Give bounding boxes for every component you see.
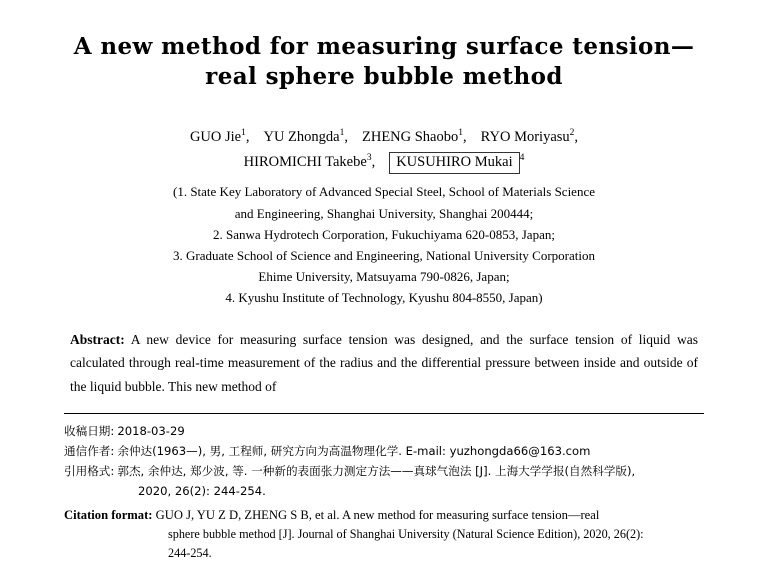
highlighted-author-box: KUSUHIRO Mukai: [389, 152, 519, 174]
corresponding-author-label: 通信作者:: [64, 443, 115, 458]
received-date-value: 2018-03-29: [117, 423, 185, 438]
citation-en-line-3: 244-254.: [168, 545, 212, 560]
author-1-affil-marker: 1: [241, 127, 246, 138]
author-4: RYO Moriyasu$^2$,: [480, 127, 579, 145]
author-3-affil-marker: 1: [458, 127, 463, 138]
citation-en-row: [64, 506, 704, 525]
received-date-row: [64, 422, 704, 441]
citation-en-line-3-row: [64, 544, 704, 563]
affiliation-line-6: 4. Kyushu Institute of Technology, Kyushu 804-8550, Japan): [225, 289, 543, 305]
author-6-affil-marker: 4: [519, 153, 525, 164]
affiliation-line-4: 3. Graduate School of Science and Engineering, National University Corporation: [172, 247, 596, 263]
received-date-label: 收稿日期:: [64, 423, 115, 438]
author-4-affil-marker: 2: [569, 127, 575, 138]
citation-en-line-2-row: [64, 525, 704, 544]
affiliation-line-2: and Engineering, Shanghai University, Shanghai 200444;: [234, 205, 534, 221]
author-list: [64, 125, 704, 176]
title-line-1: A new method for measuring surface tension—: [73, 33, 695, 60]
citation-cn-row: [64, 462, 704, 481]
abstract-label: Abstract:: [70, 331, 125, 347]
author-2-affil-marker: 1: [339, 127, 345, 138]
title-line-2: real sphere bubble method: [205, 63, 563, 91]
citation-cn-line-2: 2020, 26(2): 244-254.: [138, 484, 266, 499]
affiliation-line-1: (1. State Key Laboratory of Advanced Special Steel, School of Materials Science: [172, 184, 595, 200]
citation-cn-label: 引用格式:: [64, 464, 115, 479]
author-2: YU Zhongda$^1$,: [263, 127, 348, 145]
citation-en-line-2: sphere bubble method [J]. Journal of Shanghai University (Natural Science Edition), 2020, 26(2):: [168, 526, 644, 541]
author-3: ZHENG Shaobo$^1$,: [361, 127, 467, 145]
author-5: HIROMICHI Takebe$^3$,: [243, 153, 376, 171]
author-1: GUO Jie$^1$,: [189, 127, 250, 145]
corresponding-author-row: [64, 442, 704, 461]
footnote-divider: [64, 413, 704, 414]
author-6: [389, 154, 524, 170]
citation-en-label: Citation format:: [64, 507, 153, 522]
abstract-text: A new device for measuring surface tension was designed, and the surface tension of liquid was calculated through real-time measurement of the radius and the differential pressure between inside and outside of the liquid bubble. This new method of: [70, 331, 698, 394]
abstract-section: [64, 328, 704, 399]
affiliation-line-3: 2. Sanwa Hydrotech Corporation, Fukuchiyama 620-0853, Japan;: [213, 226, 555, 242]
citation-cn-line-1: 郭杰, 余仲达, 郑少波, 等. 一种新的表面张力测定方法——真球气泡法 [J]. 上海大学学报(自然科学版),: [117, 464, 636, 479]
citation-en-line-1: GUO J, YU Z D, ZHENG S B, et al. A new method for measuring surface tension—real: [155, 507, 600, 522]
page-title: [64, 32, 704, 93]
corresponding-author-value: 余仲达(1963—), 男, 工程师, 研究方向为高温物理化学. E-mail: yuzhongda66@163.com: [117, 443, 591, 458]
footnote-block: [64, 422, 704, 563]
citation-cn-line-2-row: [64, 482, 704, 501]
affiliation-line-5: Ehime University, Matsuyama 790-0826, Japan;: [258, 268, 510, 284]
author-5-affil-marker: 3: [366, 153, 372, 164]
affiliation-list: [64, 181, 704, 307]
